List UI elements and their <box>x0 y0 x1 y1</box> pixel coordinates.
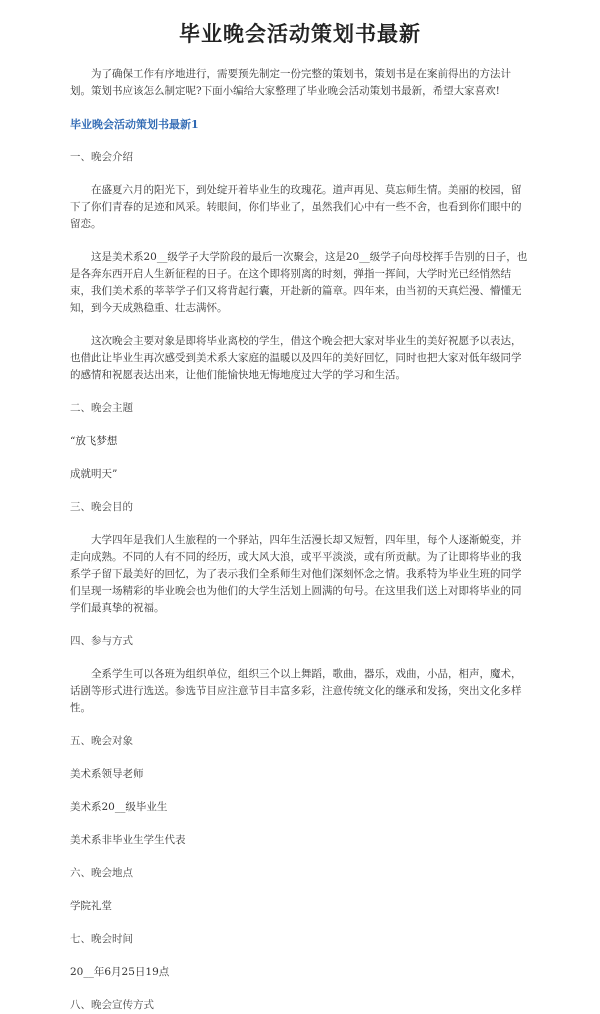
audience-item-graduates: 美术系20__级毕业生 <box>70 801 168 813</box>
heading-promotion: 八、晚会宣传方式 <box>70 999 154 1011</box>
document-body <box>70 66 530 1014</box>
intro-paragraph: 为了确保工作有序地进行，需要预先制定一份完整的策划书，策划书是在案前得出的方法计划。策划书应该怎么制定呢?下面小编给大家整理了毕业晚会活动策划书最新，希望大家喜欢! <box>70 68 511 97</box>
page-title: 毕业晚会活动策划书最新 <box>179 22 421 46</box>
theme-line-2: 成就明天” <box>70 468 118 480</box>
paragraph-background: 这是美术系20__级学子大学阶段的最后一次聚会，这是20__级学子向母校挥手告别的日子，也是各奔东西开启人生新征程的日子。在这个即将别离的时刻，弹指一挥间，大学时光已经悄然结束，我们美术系的莘莘学子们又将背起行囊，开赴新的篇章。四年来，由当初的天真烂漫、懵懂无知，到今天成熟稳重、壮志满怀。 <box>70 251 528 314</box>
heading-audience: 五、晚会对象 <box>70 735 133 747</box>
heading-theme: 二、晚会主题 <box>70 402 133 414</box>
heading-venue: 六、晚会地点 <box>70 867 133 879</box>
paragraph-introduction: 在盛夏六月的阳光下，到处绽开着毕业生的玫瑰花。道声再见、莫忘师生情。美丽的校园，留下了你们青春的足迹和风采。转眼间，你们毕业了，虽然我们心中有一些不舍，也看到你们眼中的留恋。 <box>70 184 522 230</box>
heading-introduction: 一、晚会介绍 <box>70 151 133 163</box>
audience-item-representatives: 美术系非毕业生学生代表 <box>70 834 186 846</box>
paragraph-audience-purpose: 这次晚会主要对象是即将毕业离校的学生，借这个晚会把大家对毕业生的美好祝愿予以表达，也借此让毕业生再次感受到美术系大家庭的温暖以及四年的美好回忆，同时也把大家对低年级同学的感情和祝愿表达出来，让他们能愉快地无悔地度过大学的学习和生活。 <box>70 335 522 381</box>
heading-time: 七、晚会时间 <box>70 933 133 945</box>
audience-item-teachers: 美术系领导老师 <box>70 768 144 780</box>
paragraph-purpose: 大学四年是我们人生旅程的一个驿站，四年生活漫长却又短暂，四年里，每个人逐渐蜕变，并走向成熟。不同的人有不同的经历，或大风大浪，或平平淡淡，或有所贡献。为了让即将毕业的我系学子留下最美好的回忆，为了表示我们全系师生对他们深刻怀念之情。我系特为毕业生班的同学们呈现一场精彩的毕业晚会也为他们的大学生活划上圆满的句号。在这里我们送上对即将毕业的同学们最真挚的祝福。 <box>70 534 522 614</box>
theme-line-1: “放飞梦想 <box>70 435 118 447</box>
section-title: 毕业晚会活动策划书最新1 <box>70 118 199 131</box>
venue-text: 学院礼堂 <box>70 900 112 912</box>
heading-purpose: 三、晚会目的 <box>70 501 133 513</box>
time-text: 20__年6月25日19点 <box>70 966 170 978</box>
paragraph-participation: 全系学生可以各班为组织单位，组织三个以上舞蹈，歌曲，器乐，戏曲，小品，相声，魔术，话剧等形式进行选送。参选节目应注意节目丰富多彩，注意传统文化的继承和发扬，突出文化多样性。 <box>70 668 522 714</box>
heading-participation: 四、参与方式 <box>70 635 133 647</box>
